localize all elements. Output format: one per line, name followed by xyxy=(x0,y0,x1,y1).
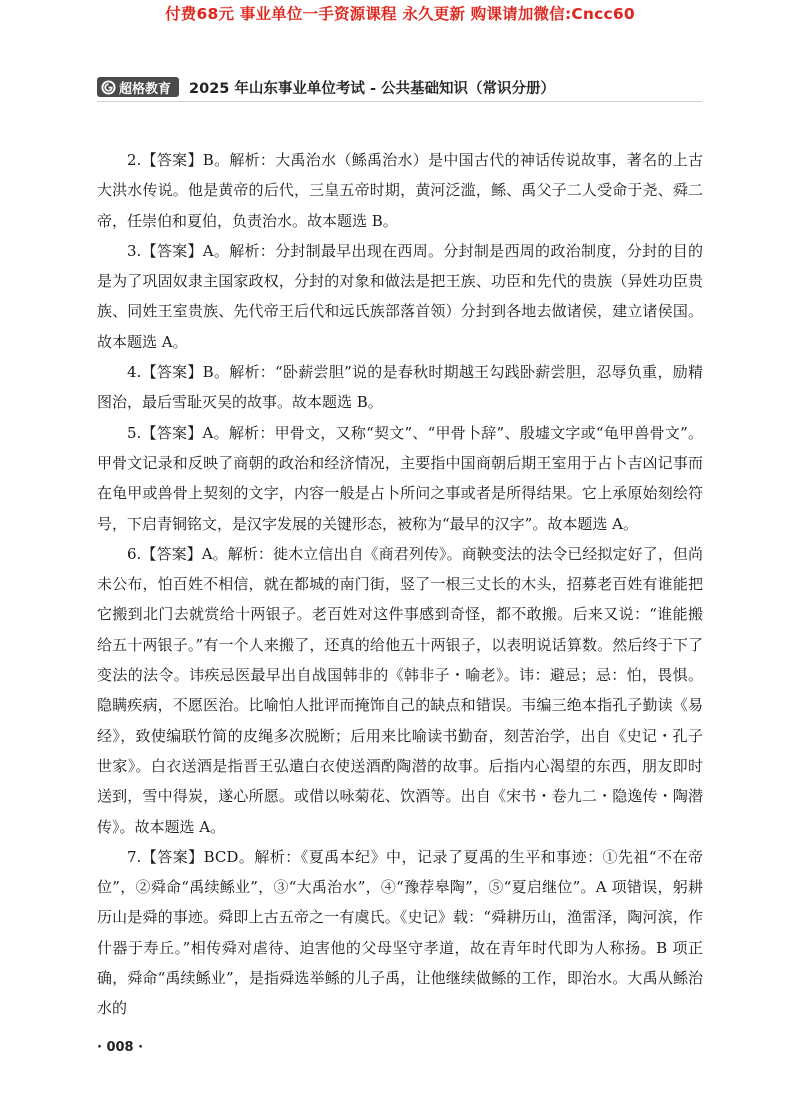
answer-paragraph-5: 5.【答案】A。解析：甲骨文，又称“契文”、“甲骨卜辞”、殷墟文字或“龟甲兽骨文”。甲骨文记录和反映了商朝的政治和经济情况，主要指中国商朝后期王室用于占卜吉凶记事而在龟甲或兽骨上契刻的文字，内容一般是占卜所问之事或者是所得结果。它上承原始刻绘符号，下启青铜铭文，是汉字发展的关键形态，被称为“最早的汉字”。故本题选 A。 xyxy=(97,423,703,533)
answer-paragraph-3: 3.【答案】A。解析：分封制最早出现在西周。分封制是西周的政治制度，分封的目的是为了巩固奴隶主国家政权，分封的对象和做法是把王族、功臣和先代的贵族（异姓功臣贵族、同姓王室贵族、先代帝王后代和远氏族部落首领）分封到各地去做诸侯，建立诸侯国。故本题选 A。 xyxy=(97,241,703,351)
document-title: 2025 年山东事业单位考试 - 公共基础知识（常识分册） xyxy=(189,80,556,97)
page-header xyxy=(97,75,702,99)
logo-text: 超格教育 xyxy=(119,81,172,97)
answer-paragraph-6: 6.【答案】A。解析：徙木立信出自《商君列传》。商鞅变法的法令已经拟定好了，但尚未公布，怕百姓不相信，就在都城的南门街，竖了一根三丈长的木头，招募老百姓有谁能把它搬到北门去就赏给十两银子。老百姓对这件事感到奇怪，都不敢搬。后来又说：“谁能搬给五十两银子。”有一个人来搬了，还真的给他五十两银子，以表明说话算数。然后终于下了变法的法令。讳疾忌医最早出自战国韩非的《韩非子・喻老》。讳：避忌；忌：怕，畏惧。隐瞒疾病，不愿医治。比喻怕人批评而掩饰自己的缺点和错误。韦编三绝本指孔子勤读《易经》，致使编联竹简的皮绳多次脱断；后用来比喻读书勤奋，刻苦治学，出自《史记・孔子世家》。白衣送酒是指晋王弘遣白衣使送酒酌陶潜的故事。后指内心渴望的东西，朋友即时送到，雪中得炭，遂心所愿。或借以咏菊花、饮酒等。出自《宋书・卷九二・隐逸传・陶潜传》。故本题选 A。 xyxy=(97,544,703,836)
promo-banner: 付费68元 事业单位一手资源课程 永久更新 购课请加微信:Cncc60 xyxy=(165,5,635,23)
answer-paragraph-4: 4.【答案】B。解析：“卧薪尝胆”说的是春秋时期越王勾践卧薪尝胆，忍辱负重，励精图治，最后雪耻灭吴的故事。故本题选 B。 xyxy=(97,363,703,412)
header-divider xyxy=(97,101,702,102)
answer-explanations xyxy=(97,145,703,1024)
answer-paragraph-2: 2.【答案】B。解析：大禹治水（鲧禹治水）是中国古代的神话传说故事，著名的上古大洪水传说。他是黄帝的后代，三皇五帝时期，黄河泛滥，鲧、禹父子二人受命于尧、舜二帝，任崇伯和夏伯，负责治水。故本题选 B。 xyxy=(97,151,703,230)
page-number: · 008 · xyxy=(97,1040,144,1055)
answer-paragraph-7: 7.【答案】BCD。解析：《夏禹本纪》中，记录了夏禹的生平和事迹：①先祖“不在帝位”，②舜命“禹续鲧业”，③“大禹治水”，④“豫荐皋陶”，⑤“夏启继位”。A 项错误，躬耕历山是舜的事迹。舜即上古五帝之一有虞氏。《史记》载：“舜耕历山，渔雷泽，陶河滨，作什器于寿丘。”相传舜对虐待、迫害他的父母坚守孝道，故在青年时代即为人称扬。B 项正确，舜命“禹续鲧业”，是指舜选举鲧的儿子禹，让他继续做鲧的工作，即治水。大禹从鲧治水的 xyxy=(97,847,703,1018)
publisher-logo xyxy=(97,77,179,97)
chaoge-logo-icon xyxy=(101,80,116,95)
